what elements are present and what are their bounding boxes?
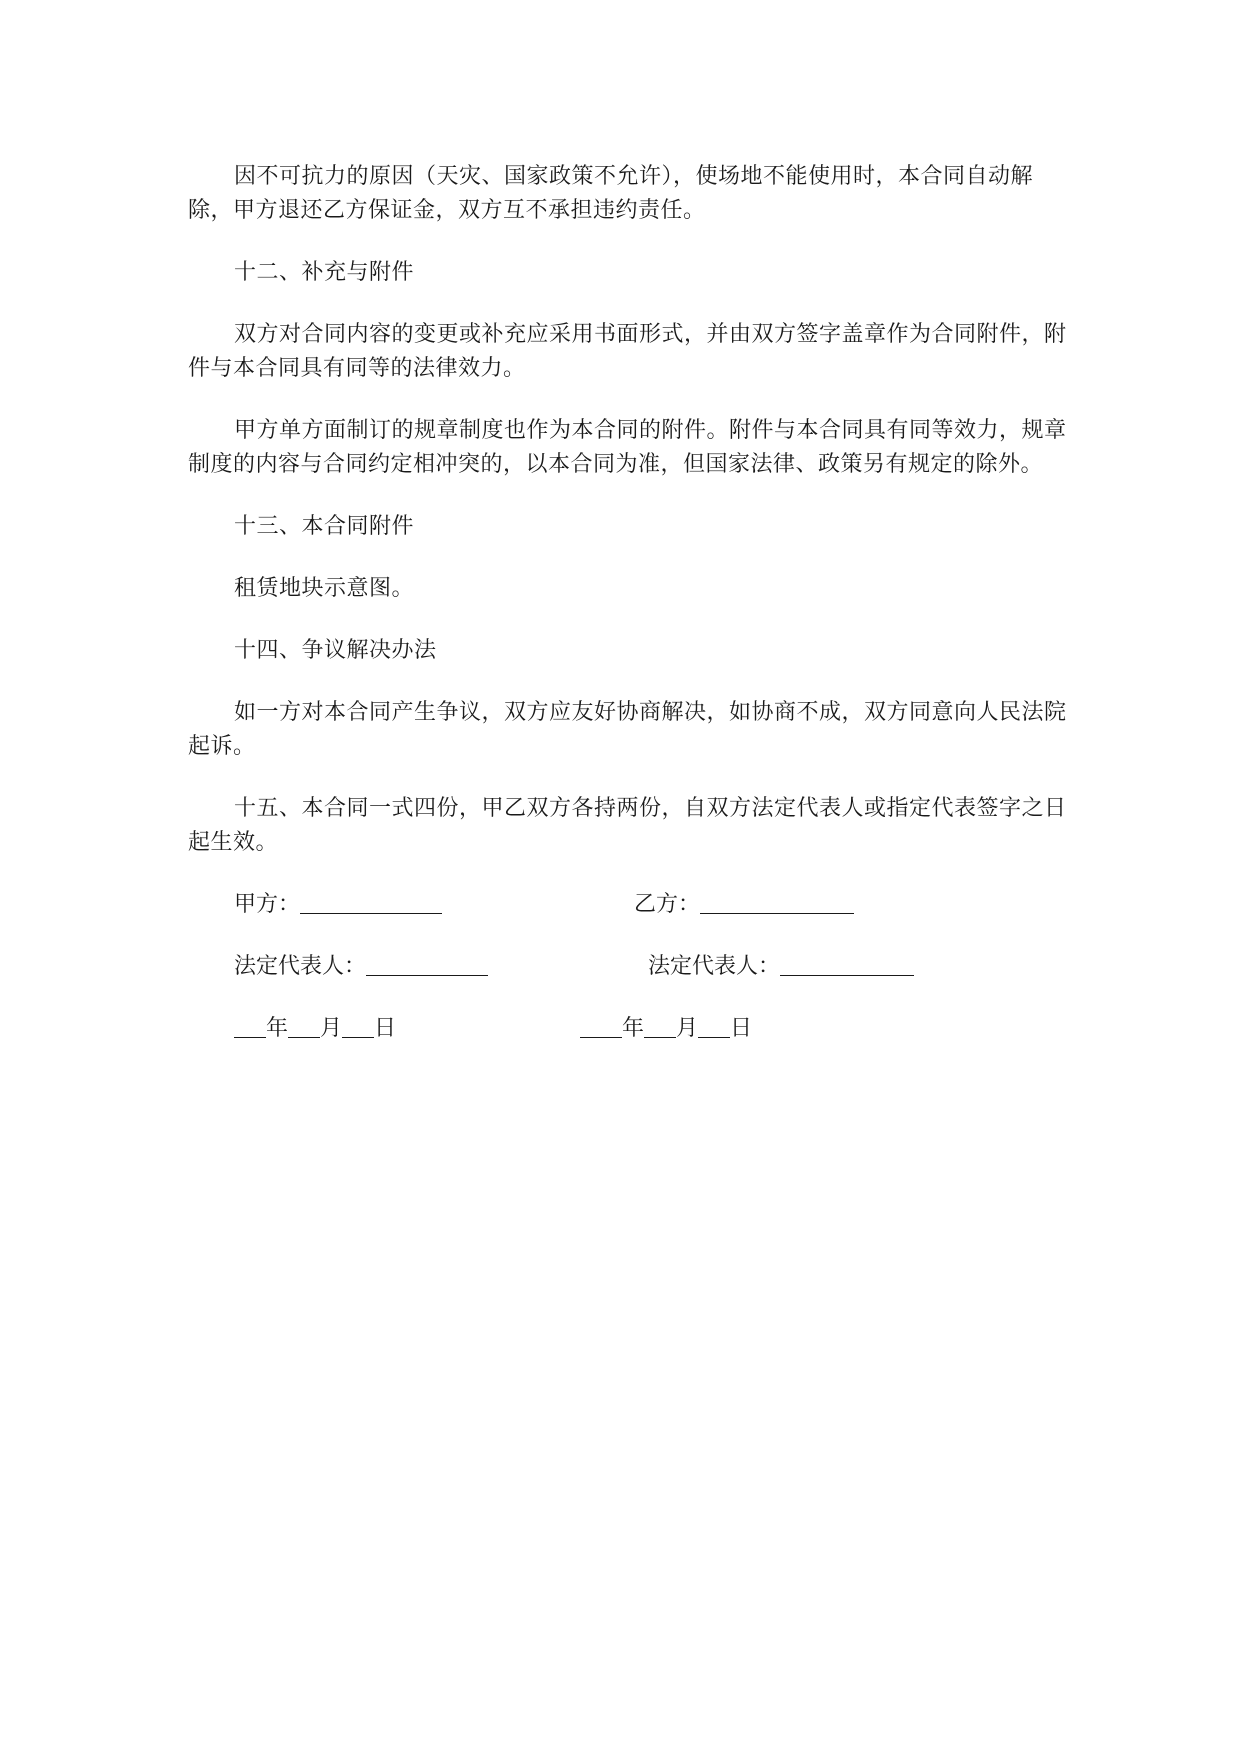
date-signature-row	[188, 1012, 1068, 1046]
date-b-day-blank	[698, 1013, 730, 1038]
date-a-month-label: 月	[320, 1016, 343, 1041]
party-b-field	[634, 888, 854, 922]
party-signature-row	[188, 888, 1068, 922]
date-b-year-label: 年	[622, 1016, 645, 1041]
document-content	[188, 160, 1068, 1074]
date-b-year-blank	[580, 1013, 622, 1038]
date-a-month-blank	[288, 1013, 320, 1038]
date-a-year-label: 年	[266, 1016, 289, 1041]
rep-a-field	[234, 950, 488, 984]
section-14-heading: 十四、争议解决办法	[234, 638, 437, 663]
date-a-day-blank	[342, 1013, 374, 1038]
section-13-heading: 十三、本合同附件	[234, 514, 415, 539]
party-b-label: 乙方：	[634, 892, 701, 917]
section-15-paragraph: 十五、本合同一式四份，甲乙双方各持两份，自双方法定代表人或指定代表签字之日起生效。	[188, 796, 1067, 855]
rep-a-blank-line	[366, 951, 488, 976]
date-a-field	[234, 1012, 396, 1046]
force-majeure-paragraph: 因不可抗力的原因（天灾、国家政策不允许），使场地不能使用时，本合同自动解除，甲方退还乙方保证金，双方互不承担违约责任。	[188, 164, 1034, 223]
date-b-day-label: 日	[730, 1016, 753, 1041]
date-b-month-blank	[644, 1013, 676, 1038]
date-b-month-label: 月	[676, 1016, 699, 1041]
date-b-field	[580, 1012, 752, 1046]
representative-signature-row	[188, 950, 1068, 984]
rep-a-label: 法定代表人：	[234, 954, 367, 979]
date-a-day-label: 日	[374, 1016, 397, 1041]
rep-b-blank-line	[780, 951, 914, 976]
party-a-label: 甲方：	[234, 892, 301, 917]
party-b-blank-line	[700, 889, 854, 914]
party-a-field	[234, 888, 442, 922]
attachment-item: 租赁地块示意图。	[234, 576, 415, 601]
rep-b-field	[648, 950, 914, 984]
amendment-paragraph: 双方对合同内容的变更或补充应采用书面形式，并由双方签字盖章作为合同附件，附件与本合同具有同等的法律效力。	[188, 322, 1067, 381]
section-12-heading: 十二、补充与附件	[234, 260, 415, 285]
date-a-year-blank	[234, 1013, 266, 1038]
rules-paragraph: 甲方单方面制订的规章制度也作为本合同的附件。附件与本合同具有同等效力，规章制度的内容与合同约定相冲突的，以本合同为准，但国家法律、政策另有规定的除外。	[188, 418, 1067, 477]
rep-b-label: 法定代表人：	[648, 954, 781, 979]
party-a-blank-line	[300, 889, 442, 914]
dispute-paragraph: 如一方对本合同产生争议，双方应友好协商解决，如协商不成，双方同意向人民法院起诉。	[188, 700, 1067, 759]
